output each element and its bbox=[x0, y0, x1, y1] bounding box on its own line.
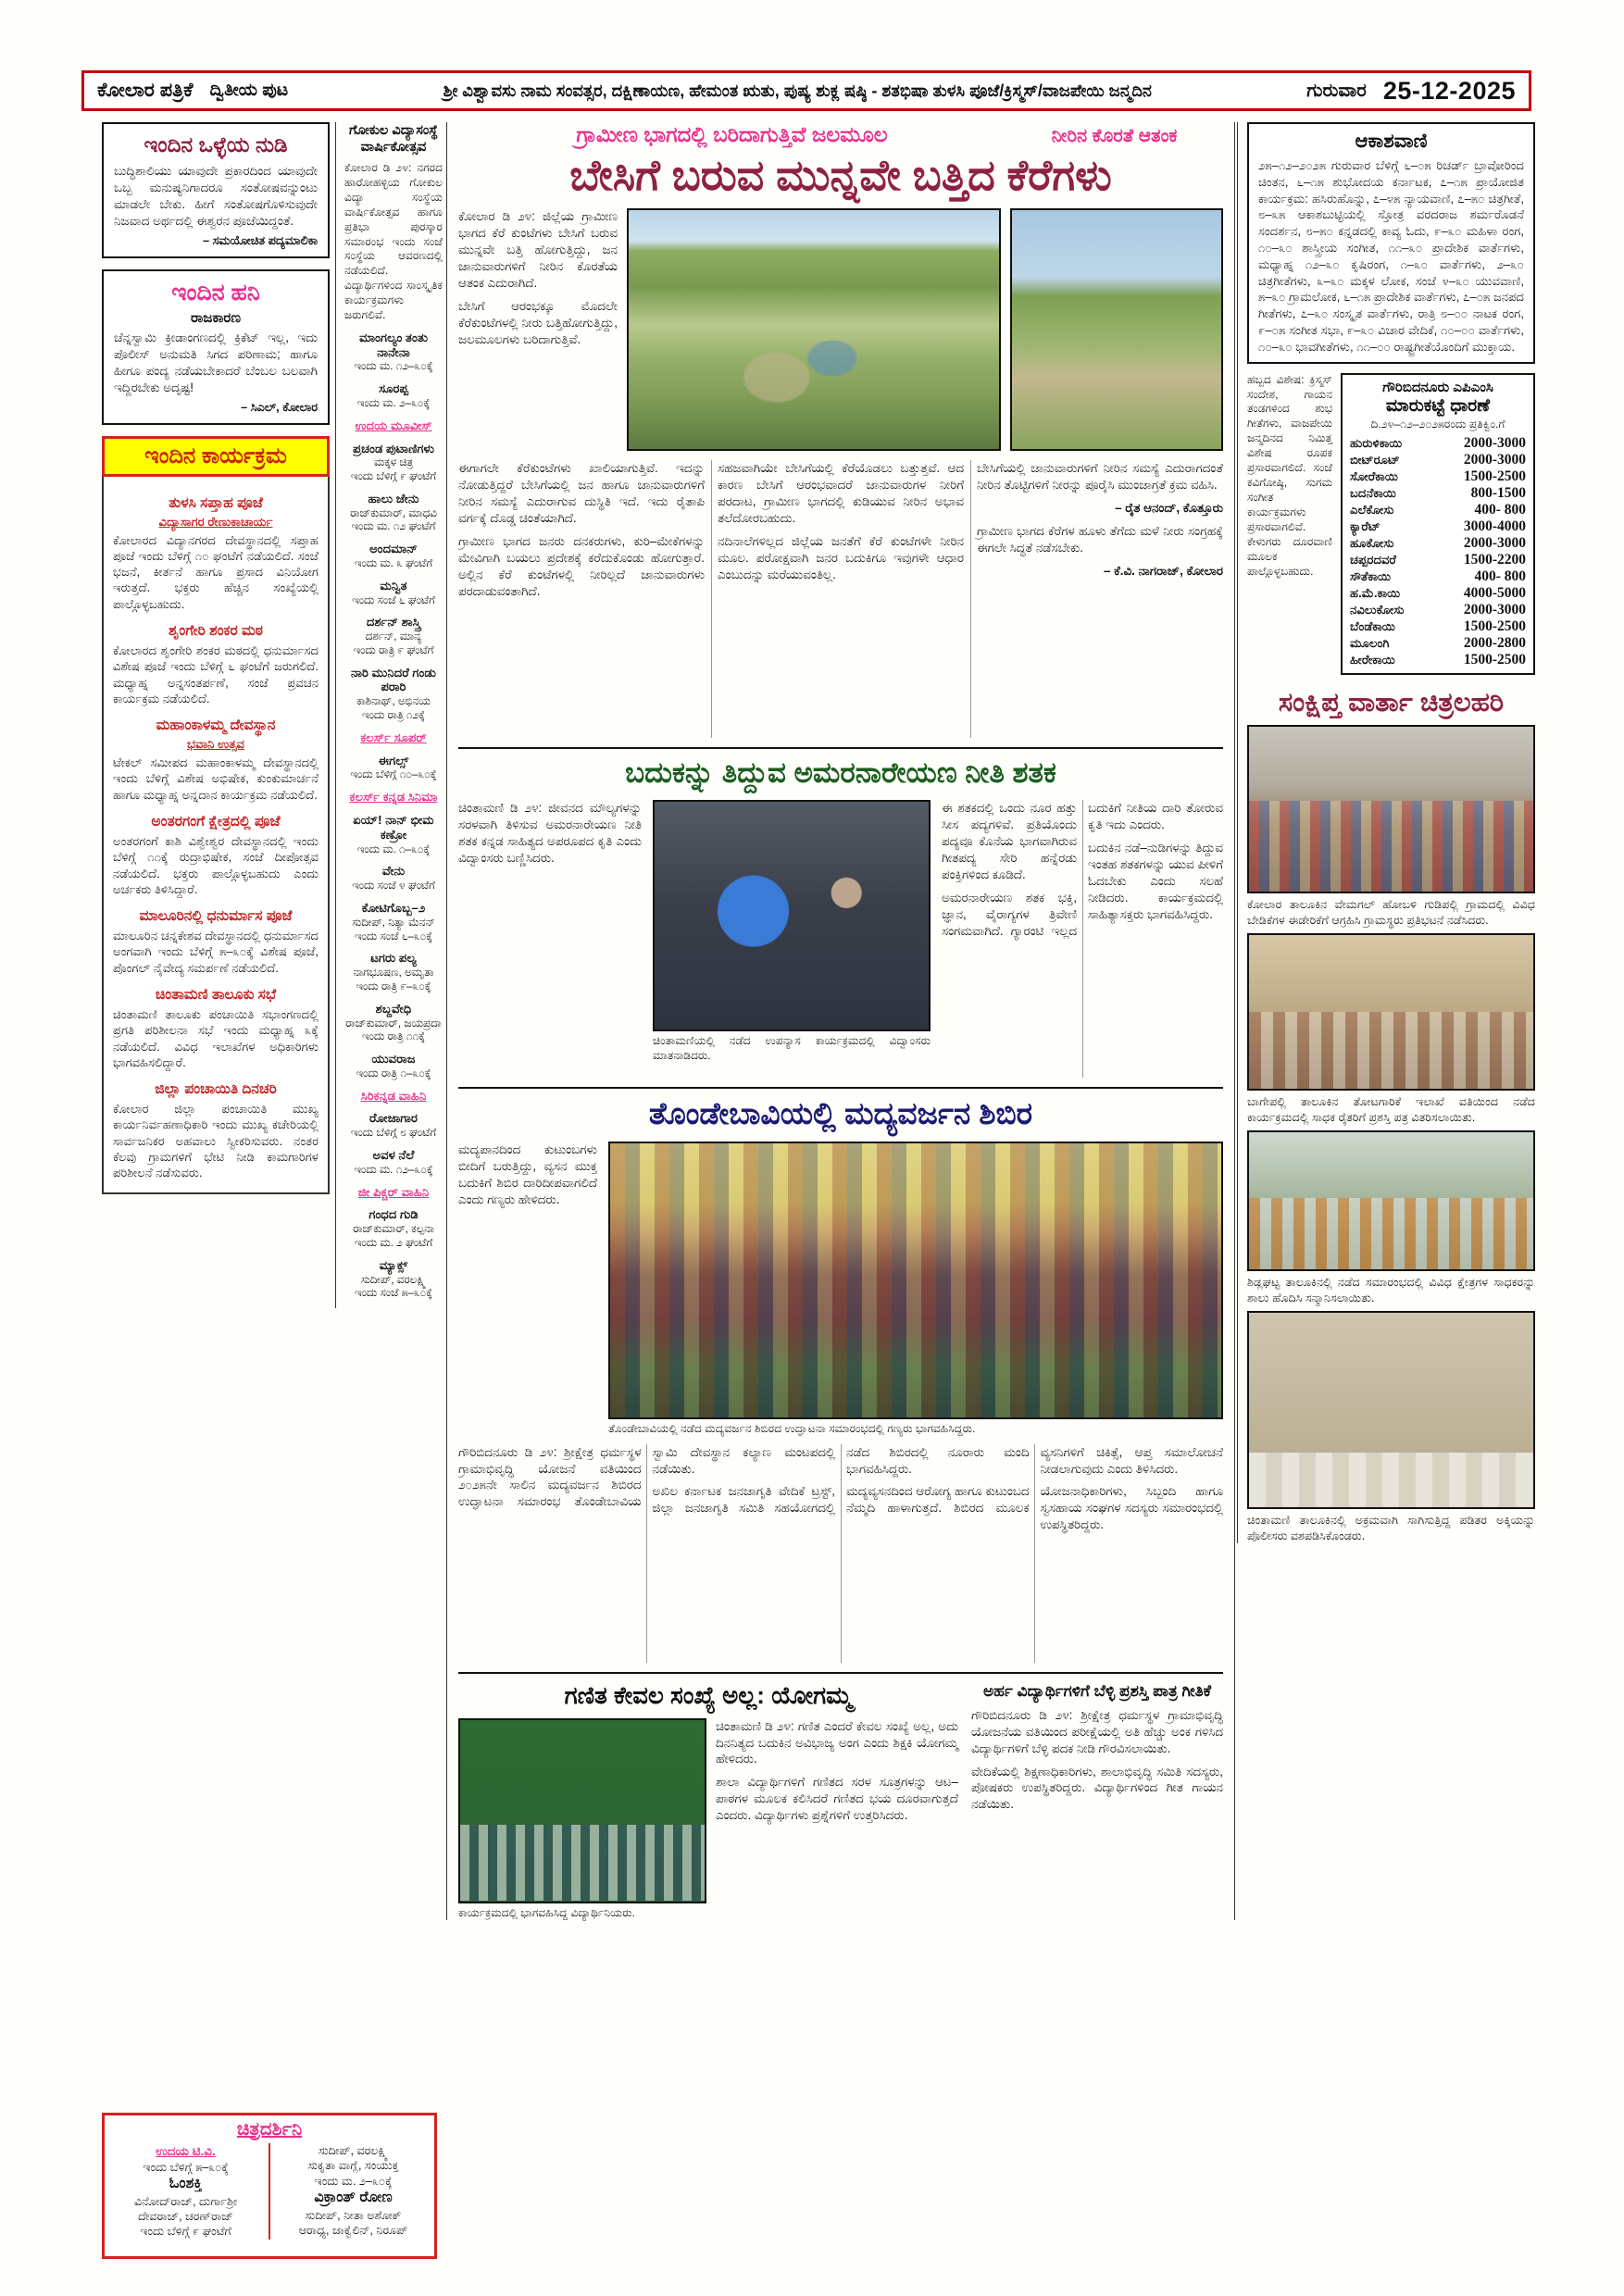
lead-intro-para: ಕೋಲಾರ ಡಿ ೨೪: ಜಿಲ್ಲೆಯ ಗ್ರಾಮೀಣ ಭಾಗದ ಕೆರೆ ಕುಂಟೆಗಳು ಬೇಸಿಗೆ ಬರುವ ಮುನ್ನವೇ ಬತ್ತಿ ಹೋಗುತ್ತಿದ್ದು, ಜನ ಜಾನುವಾರುಗಳಿಗೆ ನೀರಿನ ಕೊರತೆಯ ಆತಂಕ ಎದುರಾಗಿದೆ. bbox=[458, 209, 618, 291]
tv-listing-entry bbox=[344, 951, 443, 992]
paper-name: ಕೋಲಾರ ಪತ್ರಿಕೆ bbox=[97, 80, 194, 101]
tv-listing-title: ಕಲರ್ಸ್ ಸೂಪರ್ bbox=[360, 730, 427, 744]
tv-listing-line: ಇಂದು ರಾತ್ರಿ ೧೧ಕ್ಕೆ bbox=[361, 1029, 426, 1043]
tv-listing-line: ಇಂದು ಮ. ೧೨ ಘಂಟೆಗೆ bbox=[351, 519, 436, 533]
shataka-para: ಅಮರನಾರೇಯಣ ಶತಕ ಭಕ್ತಿ, ಜ್ಞಾನ, ವೈರಾಗ್ಯಗಳ ತ್ರಿವೇಣಿ ಸಂಗಮವಾಗಿದೆ. ಗ್ಯಾರಂಟಿ ಇಲ್ಲದ ಬದುಕಿಗೆ ನೀತಿಯ ದಾರಿ ತೋರುವ ಕೃತಿ ಇದು ಎಂದರು. bbox=[942, 801, 1223, 938]
brief-text-3: ಶಿಡ್ಲಘಟ್ಟ ತಾಲೂಕಿನಲ್ಲಿ ನಡೆದ ಸಮಾರಂಭದಲ್ಲಿ ವಿವಿಧ ಕ್ಷೇತ್ರಗಳ ಸಾಧಕರನ್ನು ಶಾಲು ಹೊದಿಸಿ ಸನ್ಮಾನಿಸಲಾಯಿತು. bbox=[1247, 1276, 1535, 1304]
tv-listing-line: ಇಂದು ರಾತ್ರಿ ೯ ಘಂಟೆಗೆ bbox=[353, 643, 434, 656]
camp-photo-caption: ತೊಂಡೇಬಾವಿಯಲ್ಲಿ ನಡೆದ ಮದ್ಯವರ್ಜನ ಶಿಬಿರದ ಉದ್ಘಾಟನಾ ಸಮಾರಂಭದಲ್ಲಿ ಗಣ್ಯರು ಭಾಗವಹಿಸಿದ್ದರು. bbox=[608, 1422, 976, 1436]
tv-listing-list bbox=[344, 331, 443, 1300]
movie-guide-title: ಚಿತ್ರದರ್ಶಿನಿ bbox=[236, 2119, 303, 2140]
tv-listing-line: ಇಂದು ರಾತ್ರಿ ೯–೩೦ಕ್ಕೆ bbox=[356, 979, 431, 992]
math-photo-caption: ಕಾರ್ಯಕ್ರಮದಲ್ಲಿ ಭಾಗವಹಿಸಿದ್ದ ವಿದ್ಯಾರ್ಥಿನಿಯರು. bbox=[458, 1905, 635, 1919]
movie-guide-line: ವಿಕ್ರಾಂತ್ ರೋಣ bbox=[314, 2190, 393, 2206]
tv-listing-title: ಟಗರು ಪಲ್ಯ bbox=[370, 951, 417, 966]
tv-listing-line: ಇಂದು ಮ. ೩ ಘಂಟೆಗೆ bbox=[354, 556, 433, 570]
weekday: ಗುರುವಾರ bbox=[1306, 80, 1367, 101]
tv-listing-line: ಇಂದು ಸಂಜೆ ೫–೩೦ಕ್ಕೆ bbox=[355, 1286, 432, 1300]
shataka-para: ಈ ಶತಕದಲ್ಲಿ ಒಂದು ನೂರ ಹತ್ತು ಸೀಸ ಪದ್ಯಗಳಿವೆ. ಪ್ರತಿಯೊಂದು ಪದ್ಯವೂ ಕೊನೆಯ ಭಾಗವಾಗಿರುವ ಗೀತಪದ್ಯ ಸೇರಿ ಹನ್ನೆರಡು ಪಂಕ್ತಿಗಳಿಂದ ಕೂಡಿದೆ. bbox=[942, 801, 1077, 882]
tv-listing-line: ಇಂದು ಬೆಳಿಗ್ಗೆ ೮ ಘಂಟೆಗೆ bbox=[350, 1126, 437, 1140]
shataka-intro-para: ಚಿಂತಾಮಣಿ ಡಿ ೨೪: ಜೀವನದ ಮೌಲ್ಯಗಳನ್ನು ಸರಳವಾಗಿ ತಿಳಿಸುವ ಅಮರನಾರೇಯಣ ನೀತಿ ಶತಕ ಕನ್ನಡ ಸಾಹಿತ್ಯದ ಅಪರೂಪದ ಕೃತಿ ಎಂದು ವಿದ್ವಾಂಸರು ಬಣ್ಣಿಸಿದರು. bbox=[458, 801, 642, 866]
program-subheading: ಭವಾನಿ ಉತ್ಸವ bbox=[186, 737, 245, 752]
tv-listing-entry bbox=[344, 813, 443, 855]
movie-guide-line: ಸುದೀಪ್, ನೀತಾ ಅಶೋಕ್ bbox=[305, 2208, 402, 2222]
market-rates-box bbox=[1341, 373, 1535, 675]
movie-guide-col-1 bbox=[112, 2143, 259, 2240]
market-rate-row bbox=[1350, 602, 1526, 618]
radio-schedule-title: ಆಕಾಶವಾಣಿ bbox=[1355, 131, 1428, 152]
tv-listings-column bbox=[335, 122, 443, 1308]
commodity-price: 1500-2500 bbox=[1463, 651, 1526, 668]
photo-dried-lake-1 bbox=[627, 208, 1001, 451]
program-item bbox=[113, 814, 319, 897]
tv-listing-line: ನಾಗಭೂಷಣ, ಅಮೃತಾ bbox=[353, 966, 434, 980]
main-stories bbox=[446, 122, 1235, 1920]
tv-listing-entry bbox=[344, 730, 443, 745]
tv-listing-title: ಅವಳ ನೆಲೆ bbox=[372, 1148, 415, 1162]
tv-listing-entry bbox=[344, 901, 443, 942]
lead-body-columns bbox=[458, 460, 1223, 738]
tv-listing-title: ಉದಯ ಮೂವೀಸ್ bbox=[355, 418, 432, 432]
hani-subtitle: ರಾಜಕಾರಣ bbox=[191, 309, 241, 326]
camp-headline: ತೊಂಡೇಬಾವಿಯಲ್ಲಿ ಮದ್ಯವರ್ಜನ ಶಿಬಿರ bbox=[648, 1096, 1033, 1131]
commodity-name: ಹೀರೇಕಾಯಿ bbox=[1350, 652, 1395, 667]
photo-village-protest bbox=[1247, 725, 1535, 893]
program-item bbox=[113, 623, 319, 706]
program-heading: ಜಿಲ್ಲಾ ಪಂಚಾಯಿತಿ ದಿನಚರಿ bbox=[155, 1081, 277, 1098]
lead-para: ಸಹಜವಾಗಿಯೇ ಬೇಸಿಗೆಯಲ್ಲಿ ಕೆರೆಯೊಡಲು ಬತ್ತುತ್ತವೆ. ಆದ ಕಾರಣ ಬೇಸಿಗೆ ಆರಂಭವಾದರೆ ಜಾನುವಾರುಗಳ ನೀರಿಗೆ ಪರದಾಟ, ಗ್ರಾಮೀಣ ಭಾಗದಲ್ಲಿ ಕುಡಿಯುವ ನೀರಿನ ಅಭಾವ ತಲೆದೋರಬಹುದು. bbox=[718, 461, 964, 526]
lead-kicker: ಗ್ರಾಮೀಣ ಭಾಗದಲ್ಲಿ ಬರಿದಾಗುತ್ತಿವೆ ಜಲಮೂಲ bbox=[576, 122, 888, 146]
photo-dried-lake-2 bbox=[1010, 208, 1223, 451]
market-title-line1: ಗೌರಿಬಿದನೂರು ಎಪಿಎಂಸಿ bbox=[1382, 379, 1493, 395]
tv-listing-entry bbox=[344, 442, 443, 483]
lead-para: ನದಿನಾಲೆಗಳಿಲ್ಲದ ಜಿಲ್ಲೆಯ ಜನತೆಗೆ ಕೆರೆ ಕುಂಟೆಗಳೇ ನೀರಿನ ಮೂಲ. ಪರೋಕ್ಷವಾಗಿ ಜನರ ಬದುಕಿಗೂ ಇವುಗಳೇ ಆಧಾರ ಎಂಬುದನ್ನು ಮರೆಯುವಂತಿಲ್ಲ. bbox=[718, 534, 964, 582]
tv-listing-entry bbox=[344, 579, 443, 607]
program-item bbox=[113, 718, 319, 803]
commodity-price: 2000-3000 bbox=[1463, 534, 1526, 551]
tv-listing-title: ವೇನು bbox=[381, 864, 406, 879]
camp-para: ಅಖಿಲ ಕರ್ನಾಟಕ ಜನಜಾಗೃತಿ ವೇದಿಕೆ ಟ್ರಸ್ಟ್, ಜಿಲ್ಲಾ ಜನಜಾಗೃತಿ ಸಮಿತಿ ಸಹಯೋಗದಲ್ಲಿ ನಡೆದ ಶಿಬಿರದಲ್ಲಿ ನೂರಾರು ಮಂದಿ ಭಾಗವಹಿಸಿದ್ದರು. bbox=[652, 1444, 1030, 1516]
tv-listing-line: ದರ್ಶನ್, ಮಾನ್ಯ bbox=[365, 630, 422, 643]
movie-guide-line: ಸುದೀಪ್, ವರಲಕ್ಷ್ಮಿ bbox=[318, 2144, 389, 2157]
award-para: ವೇದಿಕೆಯಲ್ಲಿ ಶಿಕ್ಷಣಾಧಿಕಾರಿಗಳು, ಶಾಲಾಭಿವೃದ್ಧಿ ಸಮಿತಿ ಸದಸ್ಯರು, ಪೋಷಕರು ಉಪಸ್ಥಿತರಿದ್ದರು. ವಿದ್ಯಾರ್ಥಿಗಳಿಂದ ಗೀತ ಗಾಯನ ನಡೆಯಿತು. bbox=[971, 1764, 1223, 1812]
tv-listing-line: ಸುದೀಪ್, ನಿತ್ಯಾ ಮೆನನ್ bbox=[352, 915, 435, 929]
market-rate-row bbox=[1350, 535, 1526, 552]
left-column bbox=[102, 122, 330, 1194]
radio-schedule-body: ೨೫–೧೨–೨೦೨೫ ಗುರುವಾರ ಬೆಳಿಗ್ಗೆ ೬–೦೫ ರಿಚರ್ಡ್ ಬ್ರಾವೋರಿಂದ ಚಿಂತನ, ೬–೧೫ ಶುಭೋದಯ ಕರ್ನಾಟಕ, ೭–೧೫ ಪ್ರಾಯೋಜಿತ ಕಾರ್ಯಕ್ರಮ: ಹಸಿರುಹೊನ್ನು, ೭–೪೫ ನ್ಯಾಯವಾಣಿ, ೭–೫೦ ಚಿತ್ರಗೀತೆ, ೮–೩೫ ಆಕಾಶಬುಟ್ಟಿಯಲ್ಲಿ ಸ್ತೋತ್ರ ವರದರಾಜ ಶರ್ಮರೊಡನೆ ಸಂದರ್ಶನ, ೮–೫೦ ಕನ್ನಡದಲ್ಲಿ ಕಾವ್ಯ ಓದು, ೯–೩೦ ಮಹಿಳಾ ರಂಗ, ೧೦–೩೦ ಶಾಸ್ತ್ರೀಯ ಸಂಗೀತ, ೧೧–೩೦ ಪ್ರಾದೇಶಿಕ ವಾರ್ತೆಗಳು, ಮಧ್ಯಾಹ್ನ ೧೨–೩೦ ಕೃಷಿರಂಗ, ೧–೩೦ ವಾರ್ತೆಗಳು, ೨–೩೦ ಚಿತ್ರಗೀತೆಗಳು, ೩–೩೦ ಮಕ್ಕಳ ಲೋಕ, ಸಂಜೆ ೪–೩೦ ಯುವವಾಣಿ, ೫–೩೦ ಗ್ರಾಮಲೋಕ, ೬–೧೫ ಪ್ರಾದೇಶಿಕ ವಾರ್ತೆಗಳು, ೭–೦೫ ಜನಪದ ಗೀತೆಗಳು, ೭–೩೦ ಸಂಸ್ಕೃತ ವಾರ್ತೆಗಳು, ರಾತ್ರಿ ೮–೦೦ ನಾಟಕ ರಂಗ, ೯–೦೫ ಸಂಗೀತ ಸಭಾ, ೯–೩೦ ವಿಚಾರ ವೇದಿಕೆ, ೧೦–೦೦ ವಾರ್ತೆಗಳು, ೧೦–೩೦ ಭಾವಗೀತೆಗಳು, ೧೧–೦೦ ರಾಷ್ಟ್ರಗೀತೆಯೊಂದಿಗೆ ಮುಕ್ತಾಯ. bbox=[1258, 158, 1524, 354]
lead-intro-column bbox=[458, 208, 618, 451]
math-para: ಚಿಂತಾಮಣಿ ಡಿ ೨೪: ಗಣಿತ ಎಂದರೆ ಕೇವಲ ಸಂಖ್ಯೆ ಅಲ್ಲ, ಅದು ದಿನನಿತ್ಯದ ಬದುಕಿನ ಅವಿಭಾಜ್ಯ ಅಂಗ ಎಂದು ಶಿಕ್ಷಕಿ ಯೋಗಮ್ಮ ಹೇಳಿದರು. bbox=[716, 1718, 958, 1766]
lead-quote-1-byline: – ರೈತ ಆನಂದ್, ಕೊತ್ತೂರು bbox=[1115, 501, 1223, 516]
award-para: ಗೌರಿಬಿದನೂರು ಡಿ ೨೪: ಶ್ರೀಕ್ಷೇತ್ರ ಧರ್ಮಸ್ಥಳ ಗ್ರಾಮಾಭಿವೃದ್ಧಿ ಯೋಜನೆಯ ವತಿಯಿಂದ ಪರೀಕ್ಷೆಯಲ್ಲಿ ಅತಿ ಹೆಚ್ಚು ಅಂಕ ಗಳಿಸಿದ ವಿದ್ಯಾರ್ಥಿಗಳಿಗೆ ಬೆಳ್ಳಿ ಪದಕ ನೀಡಿ ಗೌರವಿಸಲಾಯಿತು. bbox=[971, 1707, 1223, 1755]
camp-para: ಯೋಜನಾಧಿಕಾರಿಗಳು, ಸಿಬ್ಬಂದಿ ಹಾಗೂ ಸ್ವಸಹಾಯ ಸಂಘಗಳ ಸದಸ್ಯರು ಸಮಾರಂಭದಲ್ಲಿ ಉಪಸ್ಥಿತರಿದ್ದರು. bbox=[1040, 1484, 1223, 1532]
lead-side-kicker: ನೀರಿನ ಕೊರತೆ ಆತಂಕ bbox=[1051, 126, 1178, 146]
tv-listing-entry bbox=[344, 492, 443, 533]
movie-guide-line: ಸುಕೃತಾ ವಾಗ್ಲೆ, ಸಂಯುಕ್ತ bbox=[307, 2159, 399, 2173]
market-rate-row bbox=[1350, 635, 1526, 652]
program-item bbox=[113, 495, 319, 612]
tv-listing-line: ರಾಜ್‌ಕುಮಾರ್, ಜಯಪ್ರದಾ bbox=[345, 1016, 442, 1029]
commodity-price: 2000-2800 bbox=[1463, 634, 1526, 651]
tv-listing-title: ಕಲರ್ಸ್ ಕನ್ನಡ ಸಿನಿಮಾ bbox=[349, 790, 438, 805]
program-body: ಕೋಲಾರದ ವಿದ್ಯಾನಗರದ ದೇವಸ್ಥಾನದಲ್ಲಿ ಸಪ್ತಾಹ ಪೂಜೆ ಇಂದು ಬೆಳಿಗ್ಗೆ ೧೦ ಘಂಟೆಗೆ ನಡೆಯಲಿದೆ. ಸಂಜೆ ಭಜನೆ, ಕೀರ್ತನೆ ಹಾಗೂ ಪ್ರಸಾದ ವಿನಿಯೋಗ ಇರುತ್ತದೆ. ಭಕ್ತರು ಹೆಚ್ಚಿನ ಸಂಖ್ಯೆಯಲ್ಲಿ ಪಾಲ್ಗೊಳ್ಳಬಹುದು. bbox=[113, 532, 319, 611]
tv-listing-entry bbox=[344, 1148, 443, 1177]
commodity-name: ಎಲೆಕೋಸು bbox=[1350, 502, 1394, 517]
tv-listing-line: ಇಂದು ಸಂಜೆ ೪ ಘಂಟೆಗೆ bbox=[352, 879, 435, 892]
tv-listing-entry bbox=[344, 1185, 443, 1200]
program-heading: ಚಿಂತಾಮಣಿ ತಾಲೂಕು ಸಭೆ bbox=[155, 986, 277, 1003]
program-body: ಕೋಲಾರದ ಶೃಂಗೇರಿ ಶಂಕರ ಮಠದಲ್ಲಿ ಧನುರ್ಮಾಸದ ವಿಶೇಷ ಪೂಜೆ ಇಂದು ಬೆಳಿಗ್ಗೆ ೬ ಘಂಟೆಗೆ ಜರುಗಲಿದೆ. ಮಧ್ಯಾಹ್ನ ಅನ್ನಸಂತರ್ಪಣೆ, ಸಂಜೆ ಪ್ರವಚನ ಕಾರ್ಯಕ್ರಮ ನಡೆಯಲಿದೆ. bbox=[113, 643, 319, 705]
program-list bbox=[102, 477, 330, 1194]
movie-guide-line: ಆರಾಧ್ಯ, ಜಾಕ್ವೆಲಿನ್, ನಿರೂಪ್ bbox=[298, 2224, 408, 2238]
tv-listing-entry bbox=[344, 331, 443, 373]
tv-listing-line: ಸುದೀಪ್, ವರಲಕ್ಷ್ಮಿ bbox=[360, 1272, 427, 1286]
movie-guide-line: ಓಂಶಕ್ತಿ bbox=[169, 2175, 203, 2191]
market-rate-row bbox=[1350, 435, 1526, 452]
commodity-name: ಕ್ಯಾರೆಟ್ bbox=[1350, 518, 1380, 533]
market-rate-row bbox=[1350, 452, 1526, 468]
good-word-box bbox=[102, 122, 330, 258]
good-word-credit: – ಸಮಯೋಚಿತ ಪದ್ಯಮಾಲಿಕಾ bbox=[202, 232, 318, 247]
commodity-name: ಚಪ್ಪರದವರೆ bbox=[1350, 552, 1396, 567]
photo-lecture-event bbox=[653, 800, 931, 1031]
lead-para: ಈಗಾಗಲೇ ಕೆರೆಕುಂಟೆಗಳು ಖಾಲಿಯಾಗುತ್ತಿವೆ. ಇದನ್ನು ನೋಡುತ್ತಿದ್ದರೆ ಬೇಸಿಗೆಯಲ್ಲಿ ಜನ ಹಾಗೂ ಜಾನುವಾರುಗಳಿಗೆ ನೀರಿನ ಸಮಸ್ಯೆ ಎದುರಾಗುವ ದುಸ್ಥಿತಿ ಇದೆ. ಇದು ರೈತಾಪಿ ವರ್ಗಕ್ಕೆ ದೊಡ್ಡ ಚಿಂತೆಯಾಗಿದೆ. bbox=[458, 461, 705, 526]
tv-listing-title: ಜೀ ಪಿಕ್ಚರ್ ವಾಹಿನಿ bbox=[357, 1184, 430, 1199]
brief-text-1: ಕೋಲಾರ ತಾಲೂಕಿನ ವೇಮಗಲ್ ಹೋಬಳಿ ಗುಡಿಪಲ್ಲಿ ಗ್ರಾಮದಲ್ಲಿ ವಿವಿಧ ಬೇಡಿಕೆಗಳ ಈಡೇರಿಕೆಗೆ ಆಗ್ರಹಿಸಿ ಗ್ರಾಮಸ್ಥರು ಪ್ರತಿಭಟನೆ ನಡೆಸಿದರು. bbox=[1247, 898, 1535, 927]
tv-listing-title: ನಾರಿ ಮುನಿದರೆ ಗಂಡು ಪರಾರಿ bbox=[351, 665, 436, 694]
program-heading: ಮಹಾಂಕಾಳಮ್ಮ ದೇವಸ್ಥಾನ bbox=[156, 718, 276, 734]
program-header: ಇಂದಿನ ಕಾರ್ಯಕ್ರಮ bbox=[102, 436, 330, 477]
tv-listing-title: ಶಬ್ದವೇಧಿ bbox=[375, 1001, 412, 1016]
market-rate-row bbox=[1350, 568, 1526, 585]
movie-guide-line: ಇಂದು ಬೆಳಿಗ್ಗೆ ೯ ಘಂಟೆಗೆ bbox=[140, 2225, 231, 2239]
movie-guide-line: ವಿನೋದ್‌ರಾಜ್, ದುರ್ಗಾಶ್ರೀ bbox=[133, 2194, 238, 2208]
col2-news-heading: ಗೋಕುಲ ವಿದ್ಯಾಸಂಸ್ಥೆ ವಾರ್ಷಿಕೋತ್ಸವ bbox=[348, 123, 439, 156]
program-item bbox=[113, 987, 319, 1070]
movie-guide-line: ಇಂದು ಮ. ೨–೩೦ಕ್ಕೆ bbox=[314, 2174, 393, 2188]
tv-listing-line: ಇಂದು ಮ. ೨ ಘಂಟೆಗೆ bbox=[354, 1236, 433, 1249]
tv-listing-title: ಕೋಟಿಗೊಬ್ಬ–೨ bbox=[361, 901, 426, 916]
col2-news-body: ಕೋಲಾರ ಡಿ ೨೪: ನಗರದ ಹಾರೋಹಳ್ಳಿಯ ಗೋಕುಲ ವಿದ್ಯಾ ಸಂಸ್ಥೆಯ ವಾರ್ಷಿಕೋತ್ಸವ ಹಾಗೂ ಪ್ರತಿಭಾ ಪುರಸ್ಕಾರ ಸಮಾರಂಭ ಇಂದು ಸಂಜೆ ಸಂಸ್ಥೆಯ ಆವರಣದಲ್ಲಿ ನಡೆಯಲಿದೆ. ವಿದ್ಯಾರ್ಥಿಗಳಿಂದ ಸಾಂಸ್ಕೃತಿಕ ಕಾರ್ಯಕ್ರಮಗಳು ಜರುಗಲಿವೆ. bbox=[344, 161, 443, 321]
tv-listing-entry bbox=[344, 1052, 443, 1080]
tv-listing-entry bbox=[344, 1089, 443, 1104]
hani-body: ಚೆನ್ನಸ್ವಾಮಿ ಕ್ರೀಡಾಂಗಣದಲ್ಲಿ ಕ್ರಿಕೆಟ್ ಇಲ್ಲ, ಇದು ಪೊಲೀಸ್ ಅನುಮತಿ ಸಿಗದ ಪರಿಣಾಮ; ಹಾಗೂ ಹೀಗೂ ಪಂದ್ಯ ನಡೆಯಬೇಕಾದರೆ ಬೆಂಬಲ ಬಲವಾಗಿ ಇದ್ದಿರಬೇಕು ಅದೃಷ್ಟ! bbox=[114, 330, 318, 394]
tv-listing-line: ಇಂದು ಸಂಜೆ ೬–೩೦ಕ್ಕೆ bbox=[355, 929, 432, 942]
good-word-body: ಬುದ್ಧಿಶಾಲಿಯು ಯಾವುದೇ ಪ್ರಕಾರದಿಂದ ಯಾವುದೇ ಒಬ್ಬ ಮನುಷ್ಯನಿಗಾದರೂ ಸಂತೋಷವನ್ನುಂಟು ಮಾಡಲೇ ಬೇಕು. ಹೀಗೆ ಸಂತೋಷಗೊಳಿಸುವುದೇ ನಿಜವಾದ ಅರ್ಥದಲ್ಲಿ ಈಶ್ವರನ ಪೂಜೆಯಿದ್ದಂತೆ. bbox=[114, 164, 318, 228]
market-rate-row bbox=[1350, 652, 1526, 668]
tv-listing-entry bbox=[344, 864, 443, 892]
market-rate-row bbox=[1350, 552, 1526, 568]
tv-listing-entry bbox=[344, 418, 443, 433]
commodity-price: 1500-2500 bbox=[1463, 618, 1526, 634]
commodity-price: 3000-4000 bbox=[1463, 518, 1526, 534]
hani-box bbox=[102, 269, 330, 425]
camp-para: ಗೌರಿಬಿದನೂರು ಡಿ ೨೪: ಶ್ರೀಕ್ಷೇತ್ರ ಧರ್ಮಸ್ಥಳ ಗ್ರಾಮಾಭಿವೃದ್ಧಿ ಯೋಜನೆ ವತಿಯಿಂದ ೨೦೨೫ನೇ ಸಾಲಿನ ಮದ್ಯವರ್ಜನ ಶಿಬಿರದ ಉದ್ಘಾಟನಾ ಸಮಾರಂಭ ತೊಂಡೇಬಾವಿಯ ಸ್ವಾಮಿ ದೇವಸ್ಥಾನ ಕಲ್ಯಾಣ ಮಂಟಪದಲ್ಲಿ ನಡೆಯಿತು. bbox=[458, 1444, 835, 1509]
program-body: ಟೇಕಲ್ ಸಮೀಪದ ಮಹಾಂಕಾಳಮ್ಮ ದೇವಸ್ಥಾನದಲ್ಲಿ ಇಂದು ಬೆಳಿಗ್ಗೆ ವಿಶೇಷ ಅಭಿಷೇಕ, ಕುಂಕುಮಾರ್ಚನೆ ಹಾಗೂ ಮಧ್ಯಾಹ್ನ ಅನ್ನದಾನ ಕಾರ್ಯಕ್ರಮ ನಡೆಯಲಿದೆ. bbox=[113, 755, 319, 802]
commodity-price: 2000-3000 bbox=[1463, 601, 1526, 618]
market-rate-row bbox=[1350, 618, 1526, 635]
photo-award-ceremony bbox=[1247, 933, 1535, 1091]
section-divider bbox=[458, 747, 1223, 749]
brief-text-4: ಚಿಂತಾಮಣಿ ತಾಲೂಕಿನಲ್ಲಿ ಅಕ್ರಮವಾಗಿ ಸಾಗಿಸುತ್ತಿದ್ದ ಪಡಿತರ ಅಕ್ಕಿಯನ್ನು ಪೊಲೀಸರು ವಶಪಡಿಸಿಕೊಂಡರು. bbox=[1247, 1514, 1535, 1542]
tv-listing-entry bbox=[344, 754, 443, 782]
movie-guide-col-2 bbox=[280, 2143, 427, 2240]
lead-quote-2-byline: – ಕೆ.ವಿ. ನಾಗರಾಜ್, ಕೋಲಾರ bbox=[1104, 564, 1223, 579]
tv-listing-entry bbox=[344, 666, 443, 722]
tv-listing-entry bbox=[344, 615, 443, 656]
tv-listing-title: ಗಂಧದ ಗುಡಿ bbox=[369, 1207, 418, 1222]
commodity-name: ಹೂಕೋಸು bbox=[1350, 535, 1394, 550]
tv-listing-title: ದರ್ಶನ್ ಶಾಸ್ತ್ರಿ bbox=[366, 615, 421, 630]
tv-listing-title: ಈಗಲ್ಸ್ bbox=[378, 753, 409, 767]
market-rate-row bbox=[1350, 485, 1526, 502]
tv-listing-entry bbox=[344, 1002, 443, 1043]
commodity-name: ಸೌತೆಕಾಯಿ bbox=[1350, 568, 1392, 583]
lead-quote-2: ಗ್ರಾಮೀಣ ಭಾಗದ ಕೆರೆಗಳ ಹೂಳು ತೆಗೆದು ಮಳೆ ನೀರು ಸಂಗ್ರಹಕ್ಕೆ ಈಗಲೇ ಸಿದ್ಧತೆ ನಡೆಸಬೇಕು. bbox=[977, 524, 1223, 555]
market-rate-row bbox=[1350, 502, 1526, 518]
program-subheading: ವಿದ್ಯಾಸಾಗರ ರೇಣುಕಾಚಾರ್ಯ bbox=[158, 514, 273, 529]
commodity-price: 800-1500 bbox=[1470, 484, 1526, 501]
tv-listing-line: ಇಂದು ಬೆಳಿಗ್ಗೆ ೯ ಘಂಟೆಗೆ bbox=[350, 469, 437, 483]
market-rate-rows bbox=[1350, 435, 1526, 668]
award-subhead: ಅರ್ಹ ವಿದ್ಯಾರ್ಥಿಗಳಿಗೆ ಬೆಳ್ಳಿ ಪ್ರಶಸ್ತಿ ಪಾತ್ರ ಗೀತಿಕೆ bbox=[982, 1681, 1212, 1700]
market-date-note: ದಿ.೨೪–೧೨–೨೦೨೫ರಂದು ಪ್ರತಿಕ್ವಿಂ.ಗೆ bbox=[1370, 417, 1505, 430]
program-heading: ಶೃಂಗೇರಿ ಶಂಕರ ಮಠ bbox=[169, 623, 263, 640]
masthead bbox=[81, 70, 1531, 111]
shataka-photo-caption: ಚಿಂತಾಮಣಿಯಲ್ಲಿ ನಡೆದ ಉಪನ್ಯಾಸ ಕಾರ್ಯಕ್ರಮದಲ್ಲಿ ವಿದ್ವಾಂಸರು ಮಾತನಾಡಿದರು. bbox=[653, 1034, 931, 1062]
hani-credit: – ಸಿಎಲ್, ಕೋಲಾರ bbox=[241, 399, 318, 414]
program-heading: ಮಾಲೂರಿನಲ್ಲಿ ಧನುರ್ಮಾಸ ಪೂಜೆ bbox=[139, 908, 293, 925]
market-rate-row bbox=[1350, 518, 1526, 535]
math-body bbox=[716, 1718, 958, 1920]
camp-side-column bbox=[458, 1142, 597, 1436]
tv-listing-entry bbox=[344, 1258, 443, 1300]
program-body: ಮಾಲೂರಿನ ಚನ್ನಕೇಶವ ದೇವಸ್ಥಾನದಲ್ಲಿ ಧನುರ್ಮಾಸದ ಅಂಗವಾಗಿ ಇಂದು ಬೆಳಿಗ್ಗೆ ೫–೩೦ಕ್ಕೆ ವಿಶೇಷ ಪೂಜೆ, ಪೊಂಗಲ್ ನೈವೇದ್ಯ ಸಮರ್ಪಣೆ ನಡೆಯಲಿದೆ. bbox=[113, 929, 319, 975]
lead-headline: ಬೇಸಿಗೆ ಬರುವ ಮುನ್ನವೇ ಬತ್ತಿದ ಕೆರೆಗಳು bbox=[569, 151, 1112, 199]
camp-side-para: ಮದ್ಯಪಾನದಿಂದ ಕುಟುಂಬಗಳು ಬೀದಿಗೆ ಬರುತ್ತಿದ್ದು, ವ್ಯಸನ ಮುಕ್ತ ಬದುಕಿಗೆ ಶಿಬಿರ ದಾರಿದೀಪವಾಗಲಿದೆ ಎಂದು ಗಣ್ಯರು ಹೇಳಿದರು. bbox=[458, 1142, 597, 1207]
commodity-name: ಬದನೆಕಾಯಿ bbox=[1350, 485, 1397, 500]
briefs-headline: ಸಂಕ್ಷಿಪ್ತ ವಾರ್ತಾ ಚಿತ್ರಲಹರಿ bbox=[1278, 687, 1505, 718]
tv-listing-title: ಮ್ಯಾಕ್ಸ್ bbox=[379, 1257, 408, 1272]
commodity-price: 400- 800 bbox=[1474, 501, 1526, 518]
tv-listing-line: ಕಾಶಿನಾಥ್, ಅಭಿನಯ bbox=[356, 694, 431, 708]
panchanga-line: ಶ್ರೀ ವಿಶ್ವಾವಸು ನಾಮ ಸಂವತ್ಸರ, ದಕ್ಷಿಣಾಯಣ, ಹೇಮಂತ ಋತು, ಪುಷ್ಯ ಶುಕ್ಲ ಷಷ್ಠಿ - ಶತಭಿಷಾ ತುಳಸಿ ಪೂಜೆ/ಕ್ರಿಸ್ಮಸ್/ವಾಜಪೇಯಿ ಜನ್ಮದಿನ bbox=[443, 81, 1152, 100]
camp-para: ಮದ್ಯವ್ಯಸನದಿಂದ ಆರೋಗ್ಯ ಹಾಗೂ ಕುಟುಂಬದ ನೆಮ್ಮದಿ ಹಾಳಾಗುತ್ತದೆ. ಶಿಬಿರದ ಮೂಲಕ ವ್ಯಸನಿಗಳಿಗೆ ಚಿಕಿತ್ಸೆ, ಆಪ್ತ ಸಮಾಲೋಚನೆ ನೀಡಲಾಗುವುದು ಎಂದು ತಿಳಿಸಿದರು. bbox=[846, 1444, 1223, 1516]
math-para: ಶಾಲಾ ವಿದ್ಯಾರ್ಥಿಗಳಿಗೆ ಗಣಿತದ ಸರಳ ಸೂತ್ರಗಳನ್ನು ಆಟ–ಪಾಠಗಳ ಮೂಲಕ ಕಲಿಸಿದರೆ ಗಣಿತದ ಭಯ ದೂರವಾಗುತ್ತದೆ ಎಂದರು. ವಿದ್ಯಾರ್ಥಿಗಳು ಪ್ರಶ್ನೆಗಳಿಗೆ ಉತ್ತರಿಸಿದರು. bbox=[716, 1775, 958, 1823]
commodity-name: ಸೋರೆಕಾಯಿ bbox=[1350, 468, 1398, 483]
tv-listing-title: ಅಂದಮಾನ್ bbox=[369, 542, 418, 556]
commodity-name: ಬೀಟ್‌ರೂಟ್ bbox=[1350, 452, 1400, 467]
tv-listing-line: ರಾಜ್‌ಕುಮಾರ್, ಮಾಧವಿ bbox=[350, 505, 437, 519]
movie-guide-line: ದೇವರಾಜ್, ಚರಣ್‌ರಾಜ್ bbox=[138, 2210, 233, 2224]
tv-listing-title: ಹಾಲು ಜೇನು bbox=[368, 491, 419, 505]
shataka-body-columns bbox=[942, 800, 1223, 1078]
lead-para: ಗ್ರಾಮೀಣ ಭಾಗದ ಜನರು ದನಕರುಗಳು, ಕುರಿ–ಮೇಕೆಗಳನ್ನು ಮೇವಿಗಾಗಿ ಬಯಲು ಪ್ರದೇಶಕ್ಕೆ ಕರೆದುಕೊಂಡು ಹೋಗುತ್ತಾರೆ. ಅಲ್ಲಿನ ಕೆರೆ ಕುಂಟೆಗಳಲ್ಲಿ ನೀರಿಲ್ಲದೆ ಜಾನುವಾರುಗಳು ಪರದಾಡುವಂತಾಗಿದೆ. bbox=[458, 534, 705, 598]
tv-listing-entry bbox=[344, 1111, 443, 1140]
program-body: ಅಂತರಗಂಗೆ ಕಾಶಿ ವಿಶ್ವೇಶ್ವರ ದೇವಸ್ಥಾನದಲ್ಲಿ ಇಂದು ಬೆಳಿಗ್ಗೆ ೧೧ಕ್ಕೆ ರುದ್ರಾಭಿಷೇಕ, ಸಂಜೆ ದೀಪೋತ್ಸವ ನಡೆಯಲಿದೆ. ಭಕ್ತರು ಪಾಲ್ಗೊಳ್ಳಬಹುದು ಎಂದು ಅರ್ಚಕರು ತಿಳಿಸಿದ್ದಾರೆ. bbox=[113, 834, 319, 896]
tv-listing-title: ಪ್ರಚಂಡ ಪುಟಾಣಿಗಳು bbox=[353, 441, 434, 455]
tv-listing-line: ಇಂದು ರಾತ್ರಿ ೧೨ಕ್ಕೆ bbox=[361, 708, 426, 722]
program-item bbox=[113, 1081, 319, 1180]
tv-listing-title: ಸಿರಿಕನ್ನಡ ವಾಹಿನಿ bbox=[360, 1088, 427, 1103]
tv-listing-entry bbox=[344, 542, 443, 570]
shataka-para: ಬದುಕಿನ ನಡೆ–ನುಡಿಗಳನ್ನು ತಿದ್ದುವ ಇಂತಹ ಶತಕಗಳನ್ನು ಯುವ ಪೀಳಿಗೆ ಓದಬೇಕು ಎಂದು ಸಲಹೆ ನೀಡಿದರು. ಕಾರ್ಯಕ್ರಮದಲ್ಲಿ ಸಾಹಿತ್ಯಾಸಕ್ತರು ಭಾಗವಹಿಸಿದ್ದರು. bbox=[1088, 841, 1223, 922]
movie-guide-line: ಉದಯ ಟಿ.ವಿ. bbox=[156, 2144, 216, 2158]
commodity-price: 1500-2200 bbox=[1463, 551, 1526, 568]
tv-listing-line: ಇಂದು ಬೆಳಿಗ್ಗೆ ೧೦–೩೦ಕ್ಕೆ bbox=[350, 767, 437, 781]
tv-listing-entry bbox=[344, 790, 443, 805]
program-body: ಕೋಲಾರ ಜಿಲ್ಲಾ ಪಂಚಾಯಿತಿ ಮುಖ್ಯ ಕಾರ್ಯನಿರ್ವಹಣಾಧಿಕಾರಿ ಇಂದು ಮುಖ್ಯ ಕಚೇರಿಯಲ್ಲಿ ಸಾರ್ವಜನಿಕರ ಅಹವಾಲು ಸ್ವೀಕರಿಸುವರು. ನಂತರ ಕೆಲವು ಗ್ರಾಮಗಳಿಗೆ ಭೇಟಿ ನೀಡಿ ಕಾಮಗಾರಿಗಳ ಪರಿಶೀಲನೆ ನಡೆಸುವರು. bbox=[113, 1102, 319, 1180]
market-title-line2: ಮಾರುಕಟ್ಟೆ ಧಾರಣೆ bbox=[1385, 395, 1491, 416]
program-item bbox=[113, 908, 319, 976]
market-rate-row bbox=[1350, 585, 1526, 602]
radio-schedule-continued: ಹಬ್ಬದ ವಿಶೇಷ: ಕ್ರಿಸ್ಮಸ್ ಸಂದೇಶ, ಗಾಯನ ತಂಡಗಳಿಂದ ಶುಭ ಗೀತೆಗಳು, ವಾಜಪೇಯಿ ಜನ್ಮದಿನದ ನಿಮಿತ್ತ ವಿಶೇಷ ರೂಪಕ ಪ್ರಸಾರವಾಗಲಿದೆ. ಸಂಜೆ ಕವಿಗೋಷ್ಠಿ, ಸುಗಮ ಸಂಗೀತ ಕಾರ್ಯಕ್ರಮಗಳು ಪ್ರಸಾರವಾಗಲಿವೆ. ಕೇಳುಗರು ದೂರವಾಣಿ ಮೂಲಕ ಪಾಲ್ಗೊಳ್ಳಬಹುದು. bbox=[1247, 372, 1332, 578]
commodity-name: ಹ.ಮೆ.ಕಾಯಿ bbox=[1350, 585, 1401, 600]
right-column bbox=[1237, 122, 1535, 1543]
shataka-intro-column bbox=[458, 800, 642, 1078]
page-label: ದ್ವಿತೀಯ ಪುಟ bbox=[209, 81, 289, 100]
commodity-price: 400- 800 bbox=[1474, 568, 1526, 584]
photo-felicitation bbox=[1247, 1130, 1535, 1271]
lead-intro-para: ಬೇಸಿಗೆ ಆರಂಭಕ್ಕೂ ಮೊದಲೇ ಕೆರೆಕುಂಟೆಗಳಲ್ಲಿ ನೀರು ಬತ್ತಿಹೋಗುತ್ತಿದ್ದು, ಜಲಮೂಲಗಳು ಬರಿದಾಗುತ್ತಿವೆ. bbox=[458, 299, 618, 346]
tv-listing-line: ಇಂದು ರಾತ್ರಿ ೧–೩೦ಕ್ಕೆ bbox=[356, 1066, 431, 1079]
tv-listing-title: ಮಾಂಗಲ್ಯಂ ತಂತು ನಾನೇನಾ bbox=[358, 330, 429, 359]
commodity-name: ಮೂಲಂಗಿ bbox=[1350, 635, 1390, 650]
movie-guide-box bbox=[102, 2113, 437, 2259]
photo-school-students bbox=[458, 1718, 706, 1903]
program-body: ಚಿಂತಾಮಣಿ ತಾಲೂಕು ಪಂಚಾಯಿತಿ ಸಭಾಂಗಣದಲ್ಲಿ ಪ್ರಗತಿ ಪರಿಶೀಲನಾ ಸಭೆ ಇಂದು ಮಧ್ಯಾಹ್ನ ೩ಕ್ಕೆ ನಡೆಯಲಿದೆ. ವಿವಿಧ ಇಲಾಖೆಗಳ ಅಧಿಕಾರಿಗಳು ಭಾಗವಹಿಸಲಿದ್ದಾರೆ. bbox=[113, 1006, 319, 1069]
movie-guide-divider bbox=[269, 2143, 270, 2240]
commodity-name: ನವಿಲುಕೋಸು bbox=[1350, 602, 1405, 617]
movie-guide-line: ಇಂದು ಬೆಳಿಗ್ಗೆ ೫–೩೦ಕ್ಕೆ bbox=[143, 2160, 229, 2174]
tv-listing-title: ರೋಜಾಗಾರ bbox=[369, 1111, 418, 1126]
award-body bbox=[971, 1707, 1223, 1814]
commodity-price: 1500-2500 bbox=[1463, 468, 1526, 484]
commodity-name: ಹುರುಳಿಕಾಯಿ bbox=[1350, 435, 1403, 450]
photo-de-addiction-camp bbox=[608, 1142, 1223, 1419]
lead-quote-1: ಬೇಸಿಗೆಯಲ್ಲಿ ಜಾನುವಾರುಗಳಿಗೆ ನೀರಿನ ಸಮಸ್ಯೆ ಎದುರಾಗದಂತೆ ನೀರಿನ ತೊಟ್ಟಿಗಳಿಗೆ ನೀರನ್ನು ಪೂರೈಸಿ ಮುಂಜಾಗ್ರತೆ ಕ್ರಮ ವಹಿಸಿ. bbox=[977, 461, 1223, 493]
tv-listing-line: ಇಂದು ಮ. ೧–೩೦ಕ್ಕೆ bbox=[356, 842, 431, 855]
camp-body-columns bbox=[458, 1444, 1223, 1663]
tv-listing-entry bbox=[344, 381, 443, 410]
tv-listing-line: ಇಂದು ಮ. ೧೨–೩೦ಕ್ಕೆ bbox=[354, 359, 433, 373]
radio-schedule-box bbox=[1247, 122, 1535, 364]
commodity-price: 2000-3000 bbox=[1463, 434, 1526, 451]
tv-listing-line: ಇಂದು ಮ. ೧೨–೩೦ಕ್ಕೆ bbox=[354, 1162, 433, 1176]
market-rate-row bbox=[1350, 468, 1526, 485]
tv-listing-line: ಇಂದು ಸಂಜೆ ೬ ಘಂಟೆಗೆ bbox=[352, 593, 435, 606]
section-divider bbox=[458, 1672, 1223, 1674]
section-divider bbox=[458, 1087, 1223, 1089]
tv-listing-entry bbox=[344, 1207, 443, 1249]
tv-listing-line: ಮಕ್ಕಳ ಚಿತ್ರ bbox=[373, 455, 413, 469]
edition-date: 25-12-2025 bbox=[1382, 76, 1516, 105]
program-heading: ಅಂತರಗಂಗೆ ಕ್ಷೇತ್ರದಲ್ಲಿ ಪೂಜೆ bbox=[151, 814, 281, 830]
tv-listing-line: ಇಂದು ಮ. ೨–೩೦ಕ್ಕೆ bbox=[356, 395, 431, 409]
tv-listing-title: ಯುವರಾಜ bbox=[371, 1052, 416, 1066]
shataka-headline: ಬದುಕನ್ನು ತಿದ್ದುವ ಅಮರನಾರೇಯಣ ನೀತಿ ಶತಕ bbox=[625, 756, 1056, 790]
program-heading: ತುಳಸಿ ಸಪ್ತಾಹ ಪೂಜೆ bbox=[169, 494, 263, 511]
good-word-title: ಇಂದಿನ ಒಳ್ಳೆಯ ನುಡಿ bbox=[144, 132, 288, 156]
commodity-name: ಬೆಂಡೆಕಾಯಿ bbox=[1350, 618, 1396, 633]
tv-listing-title: ಏಯ್! ನಾನ್ ಭೀಮ ಕಣ್ರೋ bbox=[353, 813, 434, 842]
tv-listing-title: ಮನ್ವಿತ bbox=[380, 578, 407, 593]
tv-listing-title: ಸೂರಪ್ಪ bbox=[379, 381, 408, 396]
commodity-price: 2000-3000 bbox=[1463, 451, 1526, 468]
brief-text-2: ಬಾಗೇಪಲ್ಲಿ ತಾಲೂಕಿನ ತೋಟಗಾರಿಕೆ ಇಲಾಖೆ ವತಿಯಿಂದ ನಡೆದ ಕಾರ್ಯಕ್ರಮದಲ್ಲಿ ಸಾಧಕ ರೈತರಿಗೆ ಪ್ರಶಸ್ತಿ ಪತ್ರ ವಿತರಿಸಲಾಯಿತು. bbox=[1247, 1095, 1535, 1124]
commodity-price: 4000-5000 bbox=[1463, 584, 1526, 601]
photo-police-seizure bbox=[1247, 1311, 1535, 1509]
tv-listing-line: ರಾಜ್‌ಕುಮಾರ್, ಕಲ್ಪನಾ bbox=[353, 1222, 434, 1236]
hani-title: ಇಂದಿನ ಹನಿ bbox=[171, 279, 260, 306]
math-headline: ಗಣಿತ ಕೇವಲ ಸಂಖ್ಯೆ ಅಲ್ಲ: ಯೋಗಮ್ಮ bbox=[564, 1680, 853, 1709]
